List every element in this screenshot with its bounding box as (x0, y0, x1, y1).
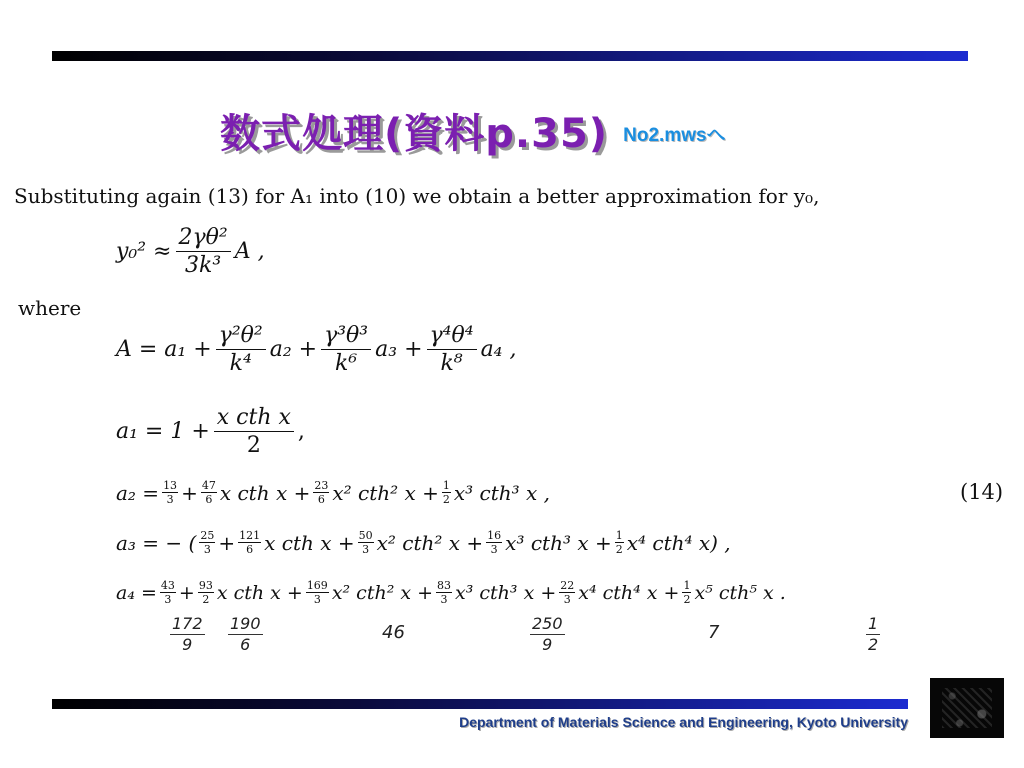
handwritten-note-3: 46 (382, 622, 405, 643)
eq-A-f2-num: γ³θ³ (321, 324, 371, 350)
eq-A-term3: a₄ , (480, 337, 517, 363)
handwritten-note-4 (530, 616, 565, 653)
eq-a3-c4 (486, 530, 502, 555)
eq-a4-c6-num: 1 (683, 579, 691, 592)
eq-a4-c4 (436, 580, 452, 605)
eq-y0-fraction (176, 226, 231, 277)
handwritten-note-2-num: 190 (230, 614, 261, 633)
eq-A-f1-den: k⁴ (229, 351, 252, 377)
eq-a4-c1-den: 3 (164, 593, 172, 606)
eq-a3-c3-den: 3 (362, 543, 370, 556)
eq-a4-c6 (682, 580, 691, 605)
eq-a4-c3-den: 3 (313, 593, 321, 606)
equation-number: (14) (960, 480, 1004, 504)
intro-text: Substituting again (13) for A₁ into (10) we obtain a better approximation for y₀, (14, 184, 820, 208)
handwritten-note-4-num: 250 (532, 614, 563, 633)
eq-a4-c4-den: 3 (440, 593, 448, 606)
handwritten-note-5: 7 (708, 622, 720, 643)
eq-a2-c1-den: 3 (166, 493, 174, 506)
eq-a4-s4: x³ cth³ x + (455, 581, 557, 604)
eq-a4-s6: x⁵ cth⁵ x . (694, 581, 786, 604)
eq-y0-den: 3k³ (185, 253, 222, 279)
eq-a2-c4 (442, 480, 451, 505)
equation-A (116, 324, 516, 375)
eq-a2-c1-num: 13 (163, 479, 178, 492)
eq-a3-c1-num: 25 (200, 529, 215, 542)
eq-a2-c2 (201, 480, 217, 505)
handwritten-note-2-den: 6 (240, 635, 251, 654)
equation-y0 (116, 226, 265, 277)
handwritten-note-1-den: 9 (182, 635, 193, 654)
eq-a2-c2-den: 6 (205, 493, 213, 506)
eq-a3-c4-num: 16 (487, 529, 502, 542)
eq-a2-c3 (313, 480, 329, 505)
eq-A-f2-den: k⁶ (335, 351, 358, 377)
eq-a4-c5-num: 22 (560, 579, 575, 592)
eq-a2-s4: x³ cth³ x , (453, 480, 551, 505)
equation-a2 (116, 480, 550, 505)
eq-A-f3-den: k⁸ (440, 351, 463, 377)
eq-a3-s1: + (218, 530, 236, 555)
eq-a3-c2-den: 6 (246, 543, 254, 556)
eq-a1-tail: , (297, 419, 305, 445)
eq-a4-c5-den: 3 (563, 593, 571, 606)
eq-a4-c4-num: 83 (437, 579, 452, 592)
eq-a1-num: x cth x (214, 406, 294, 432)
eq-a4-c2 (198, 580, 214, 605)
eq-a2-c3-den: 6 (317, 493, 325, 506)
eq-a4-c2-num: 93 (198, 579, 213, 592)
eq-A-lhs: A = a₁ + (116, 337, 212, 363)
handwritten-note-2 (228, 616, 263, 653)
handwritten-note-6 (866, 616, 880, 653)
eq-a4-c1-num: 43 (160, 579, 175, 592)
eq-A-frac1 (216, 324, 266, 375)
eq-a4-s2: x cth x + (216, 581, 303, 604)
eq-a3-c2 (238, 530, 261, 555)
eq-A-f1-num: γ²θ² (216, 324, 266, 350)
eq-a2-c3-num: 23 (314, 479, 329, 492)
equation-a3 (116, 530, 731, 555)
eq-a3-s2: x cth x + (264, 530, 355, 555)
eq-a3-lhs: a₃ = − ( (116, 530, 197, 555)
eq-a3-c1 (199, 530, 215, 555)
eq-A-term2: a₃ + (375, 337, 423, 363)
eq-A-frac2 (321, 324, 371, 375)
handwritten-note-4-den: 9 (542, 635, 553, 654)
handwritten-note-6-num: 1 (868, 614, 879, 633)
eq-a4-s5: x⁴ cth⁴ x + (578, 581, 680, 604)
eq-y0-lhs: y₀² ≈ (116, 239, 172, 265)
handwritten-note-6-den: 2 (868, 635, 879, 654)
handwritten-note-1 (170, 616, 205, 653)
eq-a4-c3-num: 169 (306, 579, 328, 592)
eq-a2-lhs: a₂ = (116, 480, 160, 505)
no2-mws-link[interactable]: No2.mwsへ (623, 125, 726, 146)
eq-a2-c4-den: 2 (442, 493, 450, 506)
university-logo-icon (930, 678, 1004, 738)
eq-a1-den: 2 (246, 433, 261, 459)
eq-a4-s1: + (178, 581, 195, 604)
eq-A-frac3 (427, 324, 477, 375)
eq-a2-s2: x cth x + (219, 480, 311, 505)
equation-a4 (116, 580, 786, 605)
slide-title-row (220, 102, 726, 159)
eq-y0-tail: A , (234, 239, 265, 265)
eq-A-term1: a₂ + (269, 337, 318, 363)
eq-a3-c2-num: 121 (239, 529, 261, 542)
eq-a1-fraction (214, 406, 294, 457)
eq-a3-c3-num: 50 (358, 529, 373, 542)
eq-A-f3-num: γ⁴θ⁴ (427, 324, 477, 350)
eq-a3-s3: x² cth² x + (376, 530, 484, 555)
eq-a4-c5 (559, 580, 575, 605)
eq-a2-c2-num: 47 (201, 479, 216, 492)
handwritten-note-1-num: 172 (172, 614, 203, 633)
eq-a3-c3 (358, 530, 374, 555)
eq-a1-lhs: a₁ = 1 + (116, 419, 210, 445)
eq-a2-c1 (162, 480, 178, 505)
top-divider-bar (52, 51, 968, 61)
bottom-divider-bar (52, 699, 908, 709)
slide-title: 数式処理(資料p.35) (220, 111, 609, 157)
eq-y0-num: 2γθ² (176, 226, 231, 252)
eq-a4-s3: x² cth² x + (331, 581, 434, 604)
eq-a3-s5: x⁴ cth⁴ x) , (626, 530, 731, 555)
eq-a4-c3 (306, 580, 329, 605)
eq-a3-c4-den: 3 (490, 543, 498, 556)
eq-a3-c5-num: 1 (615, 529, 623, 542)
equation-a1 (116, 406, 305, 457)
footer-department: Department of Materials Science and Engineering, Kyoto University (459, 714, 908, 730)
eq-a3-c1-den: 3 (203, 543, 211, 556)
eq-a4-c2-den: 2 (202, 593, 210, 606)
eq-a4-c1 (160, 580, 176, 605)
eq-a3-s4: x³ cth³ x + (505, 530, 612, 555)
eq-a4-lhs: a₄ = (116, 581, 157, 604)
eq-a3-c5 (615, 530, 624, 555)
where-text: where (18, 296, 82, 320)
eq-a2-s1: + (181, 480, 198, 505)
eq-a4-c6-den: 2 (683, 593, 691, 606)
eq-a3-c5-den: 2 (615, 543, 623, 556)
eq-a2-s3: x² cth² x + (332, 480, 439, 505)
eq-a2-c4-num: 1 (442, 479, 450, 492)
